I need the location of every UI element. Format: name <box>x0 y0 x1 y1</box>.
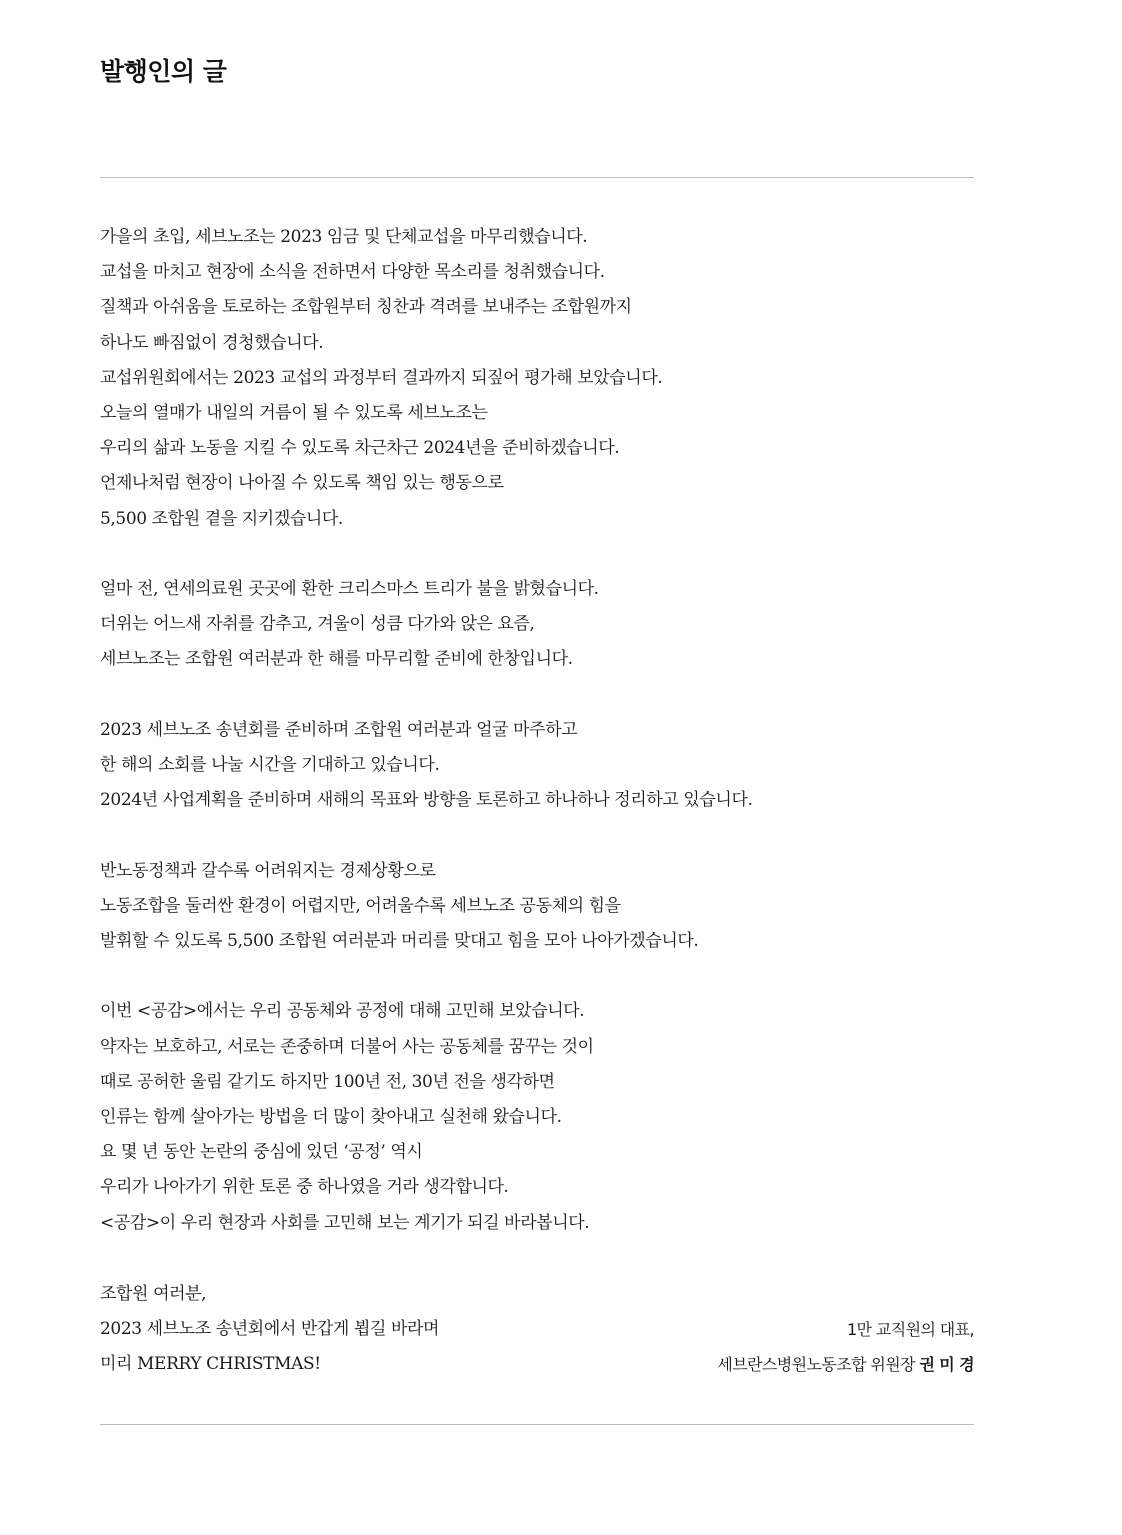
signature-org-title: 세브란스병원노동조합 위원장 <box>717 1355 915 1375</box>
text-line: 언제나처럼 현장이 나아질 수 있도록 책임 있는 행동으로 <box>100 473 504 494</box>
text-line: 세브노조는 조합원 여러분과 한 해를 마무리할 준비에 한창입니다. <box>100 649 573 670</box>
signature-role: 1만 교직원의 대표, <box>846 1320 974 1339</box>
text-line: 이번 <공감>에서는 우리 공동체와 공정에 대해 고민해 보았습니다. <box>100 1001 585 1022</box>
text-line: 교섭위원회에서는 2023 교섭의 과정부터 결과까지 되짚어 평가해 보았습니다. <box>100 367 663 388</box>
text-line: 더위는 어느새 자취를 감추고, 겨울이 성큼 다가와 앉은 요즘, <box>100 614 535 635</box>
paragraph-5 <box>100 994 974 1240</box>
text-line: 2024년 사업계획을 준비하며 새해의 목표와 방향을 토론하고 하나하나 정리하고 있습니다. <box>100 790 753 811</box>
text-line: 우리가 나아가기 위한 토론 중 하나였을 거라 생각합니다. <box>100 1177 509 1198</box>
paragraph-3 <box>100 713 974 819</box>
text-line: 5,500 조합원 곁을 지키겠습니다. <box>100 508 343 529</box>
text-line: 노동조합을 둘러싼 환경이 어렵지만, 어려울수록 세브노조 공동체의 힘을 <box>100 895 621 916</box>
text-line: 하나도 빠짐없이 경청했습니다. <box>100 332 324 353</box>
text-line: <공감>이 우리 현장과 사회를 고민해 보는 계기가 되길 바라봅니다. <box>100 1212 590 1233</box>
text-line: 한 해의 소회를 나눌 시간을 기대하고 있습니다. <box>100 755 440 776</box>
text-line: 오늘의 열매가 내일의 거름이 될 수 있도록 세브노조는 <box>100 403 488 424</box>
text-line: 때로 공허한 울림 같기도 하지만 100년 전, 30년 전을 생각하면 <box>100 1071 555 1092</box>
text-line: 우리의 삶과 노동을 지킬 수 있도록 차근차근 2024년을 준비하겠습니다. <box>100 438 620 459</box>
text-line: 교섭을 마치고 현장에 소식을 전하면서 다양한 목소리를 청취했습니다. <box>100 262 605 283</box>
text-line: 가을의 초입, 세브노조는 2023 임금 및 단체교섭을 마무리했습니다. <box>100 227 588 247</box>
text-line: 요 몇 년 동안 논란의 중심에 있던 ‘공정’ 역시 <box>100 1142 423 1163</box>
text-line: 약자는 보호하고, 서로는 존중하며 더불어 사는 공동체를 꿈꾸는 것이 <box>100 1036 594 1057</box>
paragraph-4 <box>100 854 974 960</box>
paragraph-2 <box>100 572 974 678</box>
text-line: 반노동정책과 갈수록 어려워지는 경제상황으로 <box>100 860 436 881</box>
bottom-divider <box>100 1424 974 1425</box>
paragraph-1 <box>100 220 974 537</box>
signature-author <box>717 1347 974 1382</box>
top-divider <box>100 177 974 178</box>
text-line: 얼마 전, 연세의료원 곳곳에 환한 크리스마스 트리가 불을 밝혔습니다. <box>100 579 599 600</box>
text-line: 인류는 함께 살아가는 방법을 더 많이 찾아내고 실천해 왔습니다. <box>100 1107 562 1128</box>
closing-line: 2023 세브노조 송년회에서 반갑게 뵙길 바라며 <box>100 1319 440 1340</box>
signature-name: 권 미 경 <box>919 1355 974 1375</box>
closing-line: 미리 MERRY CHRISTMAS! <box>100 1354 321 1375</box>
text-line: 질책과 아쉬움을 토로하는 조합원부터 칭찬과 격려를 보내주는 조합원까지 <box>100 297 632 318</box>
signature-block <box>717 1312 974 1382</box>
page-title: 발행인의 글 <box>100 57 227 86</box>
text-line: 2023 세브노조 송년회를 준비하며 조합원 여러분과 얼굴 마주하고 <box>100 719 578 740</box>
letter-body <box>100 220 974 1276</box>
text-line: 발휘할 수 있도록 5,500 조합원 여러분과 머리를 맞대고 힘을 모아 나아가겠습니다. <box>100 931 699 952</box>
closing-line: 조합원 여러분, <box>100 1284 207 1304</box>
